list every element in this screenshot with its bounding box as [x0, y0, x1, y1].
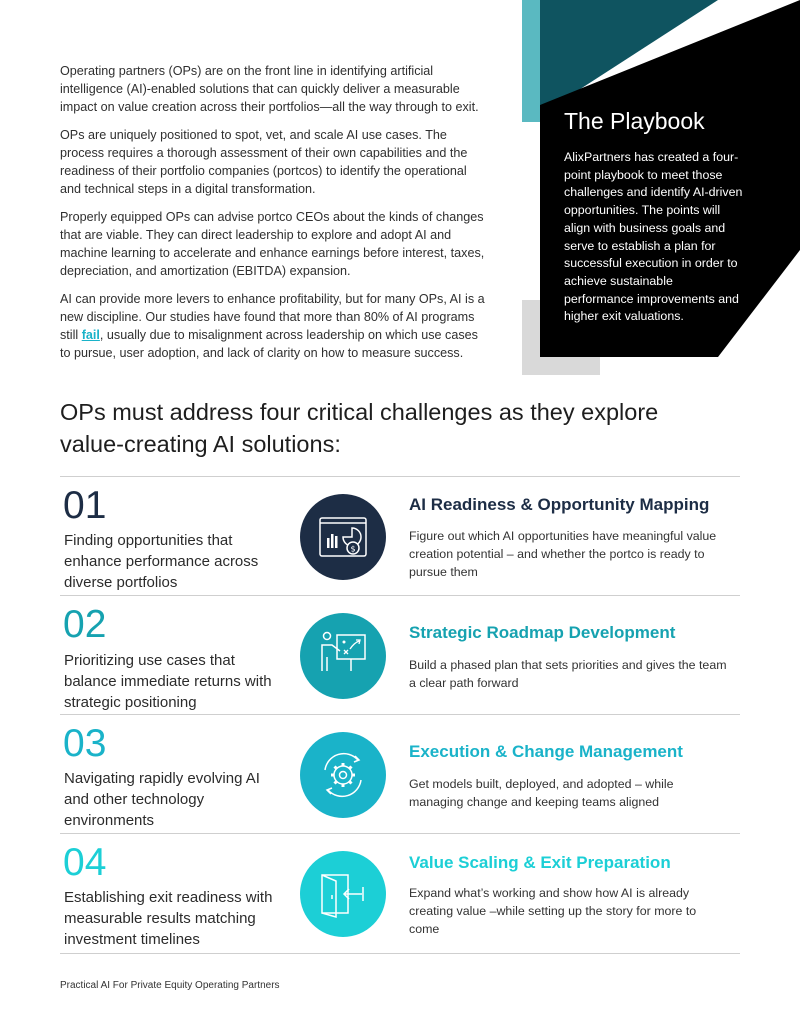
playbook-step-body: Figure out which AI opportunities have meaningful value creation potential – and whether the portco is ready to pursue them [409, 529, 717, 579]
page-footer: Practical AI For Private Equity Operating Partners [60, 980, 280, 991]
intro-text [60, 62, 490, 372]
fail-link[interactable]: fail [81, 328, 100, 342]
divider [60, 714, 740, 715]
playbook-title: The Playbook [564, 108, 705, 134]
playbook-step-title: Value Scaling & Exit Preparation [409, 853, 671, 872]
playbook-step-body: Get models built, deployed, and adopted – while managing change and keeping teams aligned [409, 777, 674, 809]
intro-paragraph: OPs are uniquely positioned to spot, vet, and scale AI use cases. The process requires a thorough assessment of their own capabilities and the readiness of their portfolio companies (portcos) to identify the operational and technical steps in a digital transformation. [60, 128, 468, 196]
challenge-text: Navigating rapidly evolving AI and other technology environments [64, 770, 260, 829]
challenge-text: Establishing exit readiness with measurable results matching investment timelines [64, 889, 273, 948]
intro-paragraph: Operating partners (OPs) are on the front line in identifying artificial intelligence (AI)-enabled solutions that can quickly deliver a measurable impact on value creation across their portfolios—all the way through to exit. [60, 64, 479, 114]
intro-paragraph: Properly equipped OPs can advise portco CEOs about the kinds of changes that are viable. They can direct leadership to explore and adopt AI and machine learning to accelerate and enhance earnings before interest, taxes, depreciation, and amortization (EBITDA) expansion. [60, 210, 485, 278]
dashboard-chart-icon [300, 494, 386, 580]
challenge-text: Finding opportunities that enhance performance across diverse portfolios [64, 532, 259, 591]
playbook-step-title: AI Readiness & Opportunity Mapping [409, 495, 710, 514]
strategy-board-icon [300, 613, 386, 699]
playbook-step-body: Build a phased plan that sets priorities and gives the team a clear path forward [409, 658, 727, 690]
exit-door-icon [300, 851, 386, 937]
divider [60, 595, 740, 596]
playbook-body: AlixPartners has created a four-point playbook to meet those challenges and identify AI-driven opportunities. The points will align with business goals and serve to establish a plan for successful execution in order to achieve sustainable performance improvements and higher exit valuations. [564, 150, 743, 324]
gear-cycle-icon [300, 732, 386, 818]
challenges-heading: OPs must address four critical challenges as they explore value-creating AI solutions: [60, 399, 659, 457]
challenge-number: 04 [63, 841, 107, 884]
challenge-number: 01 [63, 484, 107, 527]
playbook-step-title: Execution & Change Management [409, 742, 683, 761]
challenge-text: Prioritizing use cases that balance immediate returns with strategic positioning [64, 652, 272, 711]
playbook-step-title: Strategic Roadmap Development [409, 623, 676, 642]
playbook-step-body: Expand what’s working and show how AI is already creating value –while setting up the story for more to come [409, 886, 697, 936]
challenge-number: 03 [63, 722, 107, 765]
divider [60, 953, 740, 954]
svg-text:$: $ [350, 544, 356, 554]
divider [60, 476, 740, 477]
divider [60, 833, 740, 834]
challenge-number: 02 [63, 603, 107, 646]
intro-paragraph: AI can provide more levers to enhance profitability, but for many OPs, AI is a new discipline. Our studies have found that more than 80% of AI programs still fail, usually due to misalignment across leadership on which use cases to pursue, user adoption, and lack of clarity on how to measure success. [60, 292, 485, 360]
